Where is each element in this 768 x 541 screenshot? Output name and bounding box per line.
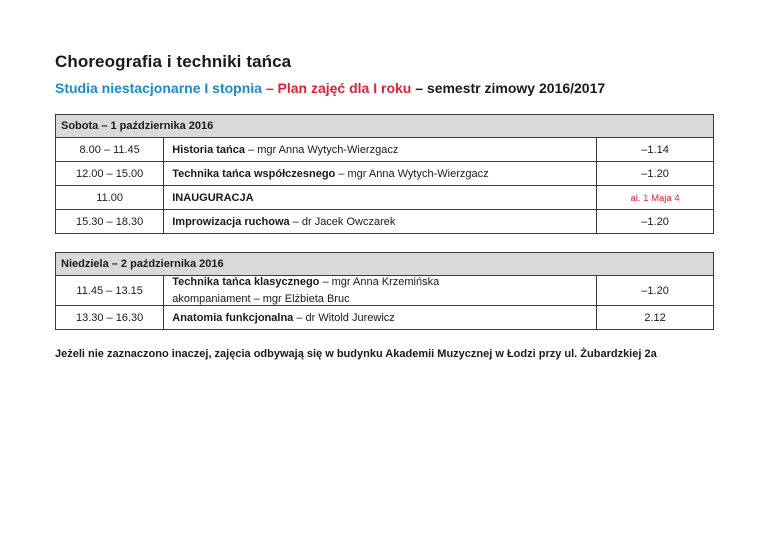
class-description (164, 276, 597, 306)
class-time: 8.00 – 11.45 (56, 138, 164, 162)
table-day-header (56, 253, 714, 276)
class-time: 13.30 – 16.30 (56, 306, 164, 330)
course-name: Improwizacja ruchowa (172, 215, 290, 228)
class-description (164, 162, 597, 186)
class-description (164, 306, 597, 330)
teacher-name: – dr Witold Jurewicz (293, 311, 395, 324)
footer-note: Jeżeli nie zaznaczono inaczej, zajęcia odbywają się w budynku Akademii Muzycznej w Łodzi przy ul. Żubardzkiej 2a (55, 348, 657, 360)
table-row (56, 162, 714, 186)
class-room (597, 186, 714, 210)
subtitle-separator: – (261, 80, 278, 96)
class-description (164, 138, 597, 162)
table-row (56, 306, 714, 330)
teacher-name: – mgr Anna Wytych-Wierzgacz (245, 143, 399, 156)
schedule-table-saturday (55, 114, 714, 234)
day-label: Niedziela – 2 października 2016 (56, 253, 714, 276)
class-time: 11.45 – 13.15 (56, 276, 164, 306)
class-room: –1.20 (597, 276, 714, 306)
table-row (56, 210, 714, 234)
schedule-table-sunday (55, 252, 714, 330)
page-title: Choreografia i techniki tańca (55, 52, 292, 71)
class-room: –1.20 (597, 162, 714, 186)
table-row (56, 138, 714, 162)
class-time: 12.00 – 15.00 (56, 162, 164, 186)
teacher-name: – mgr Anna Krzemińska (319, 276, 440, 288)
class-time: 15.30 – 18.30 (56, 210, 164, 234)
course-name: Technika tańca współczesnego (172, 167, 336, 180)
table-row (56, 186, 714, 210)
course-name: Anatomia funkcjonalna (172, 311, 294, 324)
schedule-page (55, 52, 715, 360)
subtitle-study-type: Studia niestacjonarne I stopnia (55, 80, 262, 96)
class-room: –1.14 (597, 138, 714, 162)
page-subtitle (55, 80, 715, 96)
table-day-header (56, 115, 714, 138)
subtitle-semester: – semestr zimowy 2016/2017 (411, 80, 606, 96)
accompanist-line: akompaniament – mgr Elżbieta Bruc (172, 293, 350, 305)
course-name: INAUGURACJA (172, 191, 254, 204)
teacher-name: – dr Jacek Owczarek (289, 215, 396, 228)
class-description (164, 210, 597, 234)
class-time: 11.00 (56, 186, 164, 210)
room-address: al. 1 Maja 4 (630, 192, 680, 204)
teacher-name: – mgr Anna Wytych-Wierzgacz (335, 167, 489, 180)
class-room: 2.12 (597, 306, 714, 330)
class-description (164, 186, 597, 210)
course-name: Historia tańca (172, 143, 245, 156)
day-label: Sobota – 1 października 2016 (56, 115, 714, 138)
subtitle-plan: Plan zajęć dla I roku (277, 80, 412, 96)
table-row (56, 276, 714, 306)
class-room: –1.20 (597, 210, 714, 234)
course-name: Technika tańca klasycznego (172, 276, 320, 288)
